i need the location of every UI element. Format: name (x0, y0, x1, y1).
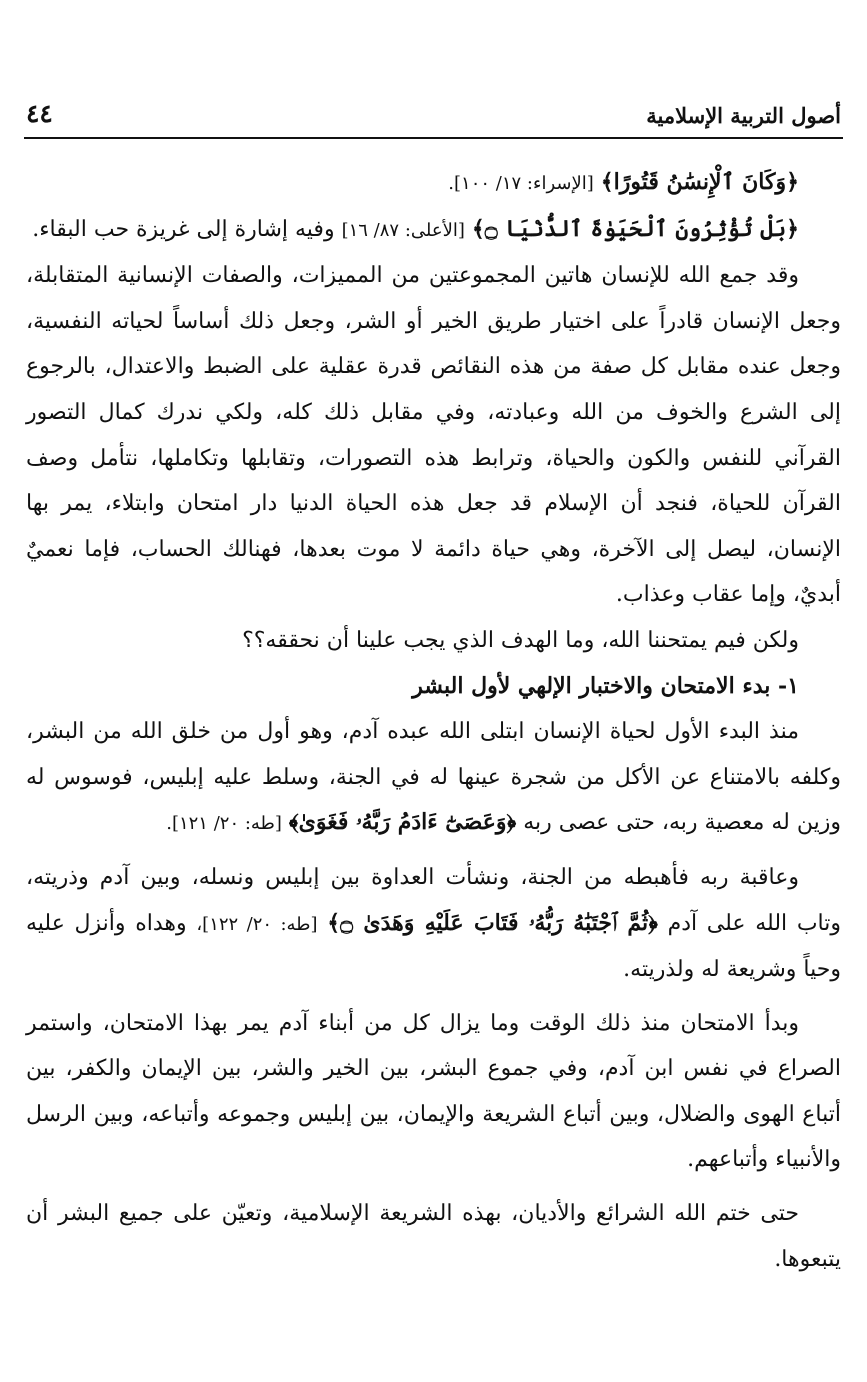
paragraph-quran-quote-1 (26, 160, 841, 207)
page-header (26, 88, 841, 128)
paragraph-final-sharia: حتى ختم الله الشرائع والأديان، بهذه الشريعة الإسلامية، وتعيّن على جميع البشر أن يتبعوها. (26, 1201, 841, 1272)
paragraph-text: وهداه وأنزل عليه وحياً وشريعة له ولذريته. (26, 910, 841, 983)
verse-reference: [طه: ٢٠/ ١٢٢]، (196, 913, 318, 935)
paragraph-text: منذ البدء الأول لحياة الإنسان ابتلى الله عبده آدم، وهو أول من خلق الله من البشر، وكلفه بالامتناع عن الأكل من شجرة عينها له في الجنة، وسلط عليه إبليس، فوسوس له وزين له معصية ربه، حتى عصى ربه (26, 719, 841, 836)
verse-reference: [الأعلى: ٨٧/ ١٦] (341, 219, 465, 241)
header-rule (24, 137, 843, 139)
quran-verse: ﴿ثُمَّ ٱجْتَبَٰهُ رَبُّهُۥ فَتَابَ عَلَيْهِ وَهَدَىٰ ۝﴾ (327, 909, 658, 936)
paragraph-text: وفيه إشارة إلى غريزة حب البقاء. (32, 216, 335, 242)
quran-verse: ﴿وَعَصَىٰٓ ءَادَمُ رَبَّهُۥ فَغَوَىٰ﴾ (288, 809, 517, 836)
page-number: ٤٤ (26, 99, 53, 128)
paragraph-life-as-test: وقد جمع الله للإنسان هاتين المجموعتين من المميزات، والصفات الإنسانية المتقابلة، وجعل الإنسان قادراً على اختيار طريق الخير أو الشر، وجعل ذلك أساساً لحياته النفسية، وجعل عنده مقابل كل صفة من هذه النقائص قدرة عقلية على الضبط والاعتدال، بالرجوع إلى الشرع والخوف من الله وعبادته، وفي مقابل ذلك كله، ولكي ندرك كمال التصور القرآني للنفس والكون والحياة، وترابط هذه التصورات، وتقابلها وتكاملها، نتأمل وصف القرآن للحياة، فنجد أن الإسلام قد جعل هذه الحياة الدنيا دار امتحان وابتلاء، يمر بها الإنسان، ليصل إلى الآخرة، وهي حياة دائمة لا موت بعدها، فهنالك الحساب، فإما نعميٌ أبديٌ، وإما عقاب وعذاب. (26, 263, 841, 608)
quran-verse: ﴿بَلْ تُؤْثِرُونَ ٱلْحَيَوٰةَ ٱلدُّنْيَا ۝﴾ (471, 215, 799, 242)
paragraph-adam-test (26, 709, 841, 847)
paragraph-quran-quote-2 (26, 207, 841, 254)
paragraph-text: وعاقبة ربه فأهبطه من الجنة، ونشأت العداوة بين إبليس ونسله، وبين آدم وذريته، وتاب الله على آدم (26, 864, 841, 936)
verse-reference: [الإسراء: ١٧/ ١٠٠]. (448, 173, 594, 194)
paragraph-ongoing-struggle: وبدأ الامتحان منذ ذلك الوقت وما يزال كل من أبناء آدم يمر بهذا الامتحان، واستمر الصراع في نفس ابن آدم، وفي جموع البشر، بين الخير والشر، بين الإيمان والكفر، بين أتباع الهوى والضلال، وبين أتباع الشريعة والإيمان، بين إبليس وجموعه وأتباعه، وبين الرسل والأنبياء وأتباعهم. (26, 1010, 841, 1173)
paragraph-adam-repentance (26, 855, 841, 993)
running-title: أصول التربية الإسلامية (646, 103, 841, 128)
quran-verse: ﴿وَكَانَ ٱلْإِنسَٰنُ قَتُورًا﴾ (600, 169, 799, 195)
body-text (26, 160, 841, 1282)
section-heading: ١- بدء الامتحان والاختبار الإلهي لأول البشر (412, 672, 799, 699)
paragraph-question: ولكن فيم يمتحننا الله، وما الهدف الذي يجب علينا أن نحققه؟؟ (242, 627, 799, 653)
verse-reference: [طه: ٢٠/ ١٢١]. (166, 813, 282, 835)
